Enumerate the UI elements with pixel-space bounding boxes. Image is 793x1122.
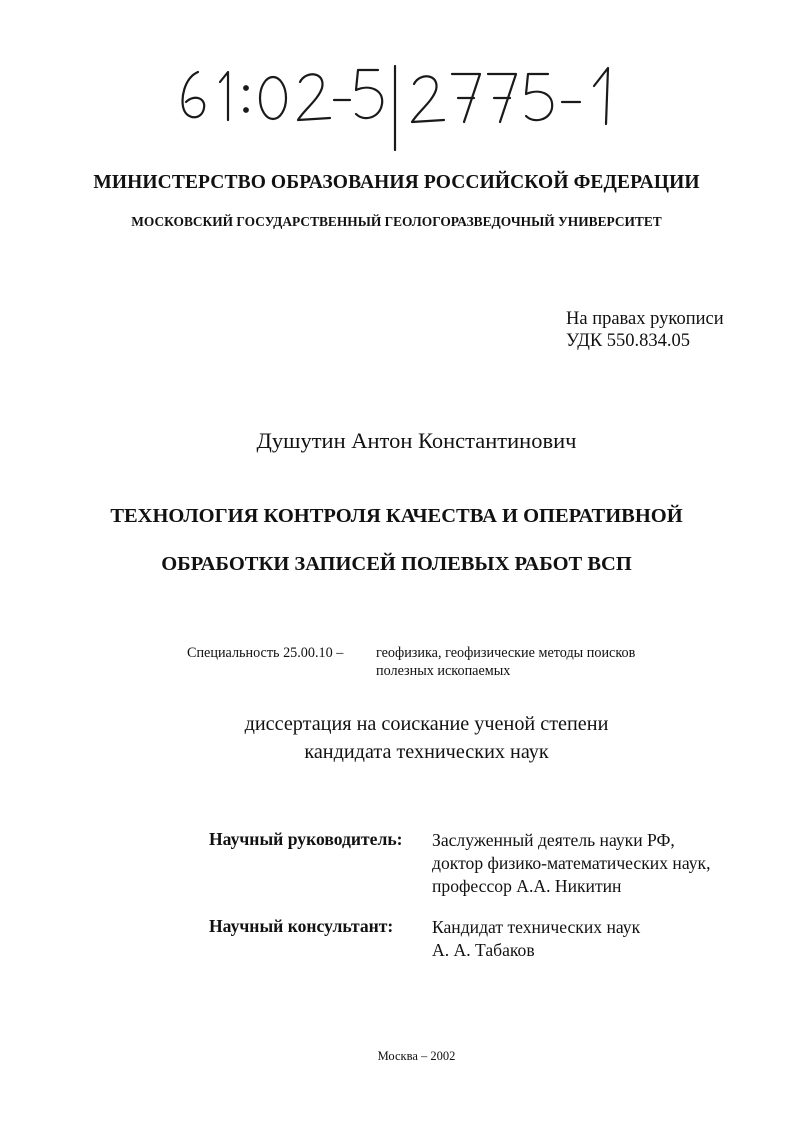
dissertation-line-1: диссертация на соискание ученой степени [244,713,609,735]
handwriting-strokes [170,58,630,158]
thesis-title-line-2: ОБРАБОТКИ ЗАПИСЕЙ ПОЛЕВЫХ РАБОТ ВСП [161,553,632,575]
thesis-title-line-1: ТЕХНОЛОГИЯ КОНТРОЛЯ КАЧЕСТВА И ОПЕРАТИВНОЙ [110,505,683,527]
dissertation-line-2: кандидата технических наук [304,741,549,763]
supervisor-label: Научный руководитель: [209,829,403,849]
consultant-label: Научный консультант: [209,916,394,936]
supervisor-line: доктор физико-математических наук, [432,853,711,873]
consultant-details [432,916,640,962]
author-name: Душутин Антон Константинович [256,428,577,453]
handwritten-archive-code [170,58,630,158]
supervisor-line: профессор А.А. Никитин [432,876,622,896]
consultant-line: А. А. Табаков [432,940,535,960]
city-year: Москва – 2002 [377,1049,456,1063]
university-heading: МОСКОВСКИЙ ГОСУДАРСТВЕННЫЙ ГЕОЛОГОРАЗВЕДОЧНЫЙ УНИВЕРСИТЕТ [131,214,662,229]
consultant-line: Кандидат технических наук [432,917,641,937]
supervisor-line: Заслуженный деятель науки РФ, [432,830,675,850]
ministry-heading: МИНИСТЕРСТВО ОБРАЗОВАНИЯ РОССИЙСКОЙ ФЕДЕРАЦИИ [93,172,700,193]
udk-code: УДК 550.834.05 [566,331,691,351]
manuscript-rights: На правах рукописи [566,309,724,329]
supervisor-details [432,829,710,898]
specialty-description-line-1: геофизика, геофизические методы поисков [376,645,636,661]
specialty-description-line-2: полезных ископаемых [376,663,511,679]
specialty-label: Специальность 25.00.10 – [187,645,344,661]
